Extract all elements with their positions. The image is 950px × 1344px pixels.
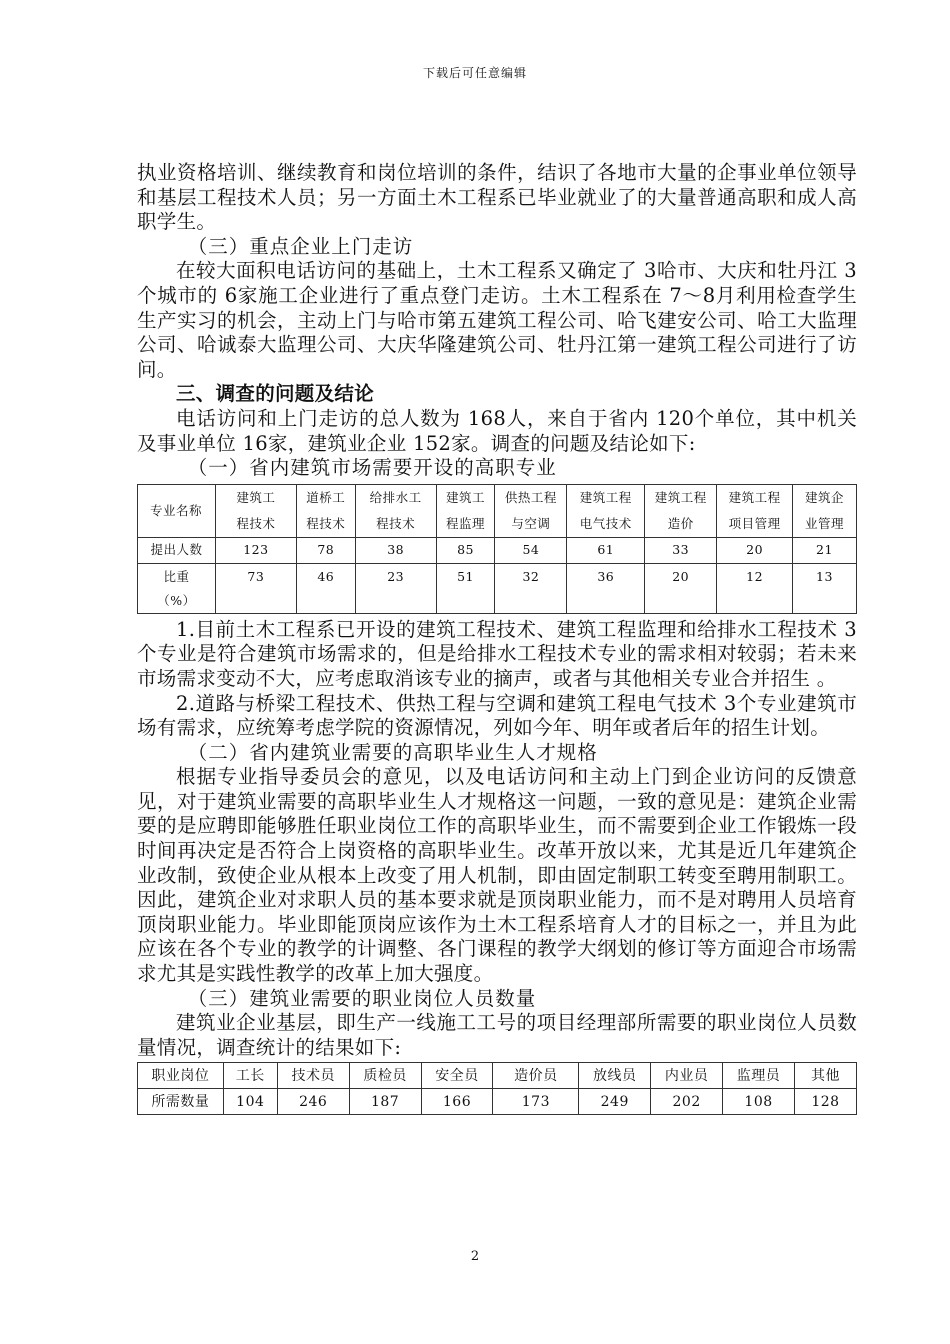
counts-row [138,537,857,563]
ratio-cell: 32 [495,563,567,613]
post-cell: 造价员 [493,1063,579,1089]
ratio-cell: 73 [215,563,296,613]
page-header: 下载后可任意编辑 [422,66,527,80]
body-paragraph: 电话访问和上门走访的总人数为 168人，来自于省内 120个单位，其中机关及事业单位 16家，建筑业企业 152家。调查的问题及结论如下: [137,406,857,455]
count-cell: 21 [793,537,857,563]
ratio-cell: 51 [436,563,495,613]
page-number: 2 [470,1249,480,1264]
ratio-cell: 12 [717,563,793,613]
row-label-ratio: 比重 （%） [138,563,216,613]
major-cell: 建筑工程 项目管理 [717,484,793,537]
major-cell: 建筑工程 造价 [645,484,717,537]
row-label-number: 所需数量 [138,1089,224,1115]
post-cell: 工长 [223,1063,277,1089]
number-cell: 128 [794,1089,856,1115]
document-body [137,161,857,1115]
majors-table [137,484,857,614]
row-label-post: 职业岗位 [138,1063,224,1089]
subsection-heading: （三）建筑业需要的职业岗位人员数量 [187,986,537,1010]
body-paragraph: 2.道路与桥梁工程技术、供热工程与空调和建筑工程电气技术 3个专业建筑市场有需求，应统筹考虑学院的资源情况，列如今年、明年或者后年的招生计划。 [137,691,857,740]
number-cell: 187 [349,1089,421,1115]
posts-row [138,1063,857,1089]
count-cell: 38 [355,537,436,563]
post-cell: 放线员 [579,1063,651,1089]
number-cell: 104 [223,1089,277,1115]
section-heading: 三、调查的问题及结论 [176,382,375,406]
count-cell: 54 [495,537,567,563]
major-cell: 道桥工 程技术 [296,484,355,537]
row-label-count: 提出人数 [138,537,216,563]
count-cell: 85 [436,537,495,563]
post-cell: 技术员 [277,1063,349,1089]
body-paragraph: 1.目前土木工程系已开设的建筑工程技术、建筑工程监理和给排水工程技术 3个专业是符合建筑市场需求的，但是给排水工程技术专业的需求相对较弱；若未来市场需求变动不大，应考虑取消该专业的摘声，或者与其他相关专业合并招生 。 [137,617,857,690]
number-cell: 249 [579,1089,651,1115]
post-cell: 监理员 [723,1063,795,1089]
body-paragraph: 根据专业指导委员会的意见，以及电话访问和主动上门到企业访问的反馈意见，对于建筑业需要的高职毕业生人才规格这一问题，一致的意见是：建筑企业需要的是应聘即能够胜任职业岗位工作的高职毕业生，而不需要到企业工作锻炼一段时间再决定是否符合上岗资格的高职毕业生。改革开放以来，尤其是近几年建筑企业改制，致使企业从根本上改变了用人机制，即由固定制职工转变至聘用制职工。因此，建筑企业对求职人员的基本要求就是顶岗职业能力，而不是对聘用人员培育顶岗职业能力。毕业即能顶岗应该作为土木工程系培育人才的目标之一，并且为此应该在各个专业的教学的计调整、各门课程的教学大纲划的修订等方面迎合市场需求尤其是实践性教学的改革上加大强度。 [137,765,857,986]
body-paragraph: 在较大面积电话访问的基础上，土木工程系又确定了 3哈市、大庆和牡丹江 3个城市的 6家施工企业进行了重点登门走访。土木工程系在 7～8月利用检查学生生产实习的机会，主动上门与哈市第五建筑工程公司、哈飞建安公司、哈工大监理公司、哈诚泰大监理公司、大庆华隆建筑公司、牡丹江第一建筑工程公司进行了访问。 [137,259,857,381]
paragraphs-before [137,161,857,481]
major-cell: 给排水工 程技术 [355,484,436,537]
major-cell: 建筑工 程技术 [215,484,296,537]
count-cell: 33 [645,537,717,563]
ratio-cell: 13 [793,563,857,613]
ratio-cell: 23 [355,563,436,613]
body-paragraph: 建筑业企业基层，即生产一线施工工号的项目经理部所需要的职业岗位人员数量情况，调查统计的结果如下: [137,1011,857,1059]
ratio-cell: 36 [567,563,645,613]
post-cell: 质检员 [349,1063,421,1089]
numbers-row [138,1089,857,1115]
subsection-heading: （三）重点企业上门走访 [187,234,414,258]
row-label-major: 专业名称 [138,484,216,537]
paragraphs-middle [137,618,857,1061]
count-cell: 61 [567,537,645,563]
ratio-cell: 46 [296,563,355,613]
number-cell: 173 [493,1089,579,1115]
count-cell: 78 [296,537,355,563]
number-cell: 108 [723,1089,795,1115]
major-cell: 供热工程 与空调 [495,484,567,537]
ratio-cell: 20 [645,563,717,613]
ratios-row [138,563,857,613]
posts-table [137,1062,857,1115]
majors-row [138,484,857,537]
number-cell: 202 [651,1089,723,1115]
count-cell: 20 [717,537,793,563]
subsection-heading: （二）省内建筑业需要的高职毕业生人才规格 [187,740,598,764]
number-cell: 166 [421,1089,493,1115]
post-cell: 安全员 [421,1063,493,1089]
body-paragraph: 执业资格培训、继续教育和岗位培训的条件，结识了各地市大量的企事业单位领导和基层工程技术人员；另一方面土木工程系已毕业就业了的大量普通高职和成人高职学生。 [137,161,857,234]
major-cell: 建筑企 业管理 [793,484,857,537]
number-cell: 246 [277,1089,349,1115]
post-cell: 内业员 [651,1063,723,1089]
count-cell: 123 [215,537,296,563]
post-cell: 其他 [794,1063,856,1089]
subsection-heading: （一）省内建筑市场需要开设的高职专业 [187,456,557,480]
major-cell: 建筑工 程监理 [436,484,495,537]
major-cell: 建筑工程 电气技术 [567,484,645,537]
